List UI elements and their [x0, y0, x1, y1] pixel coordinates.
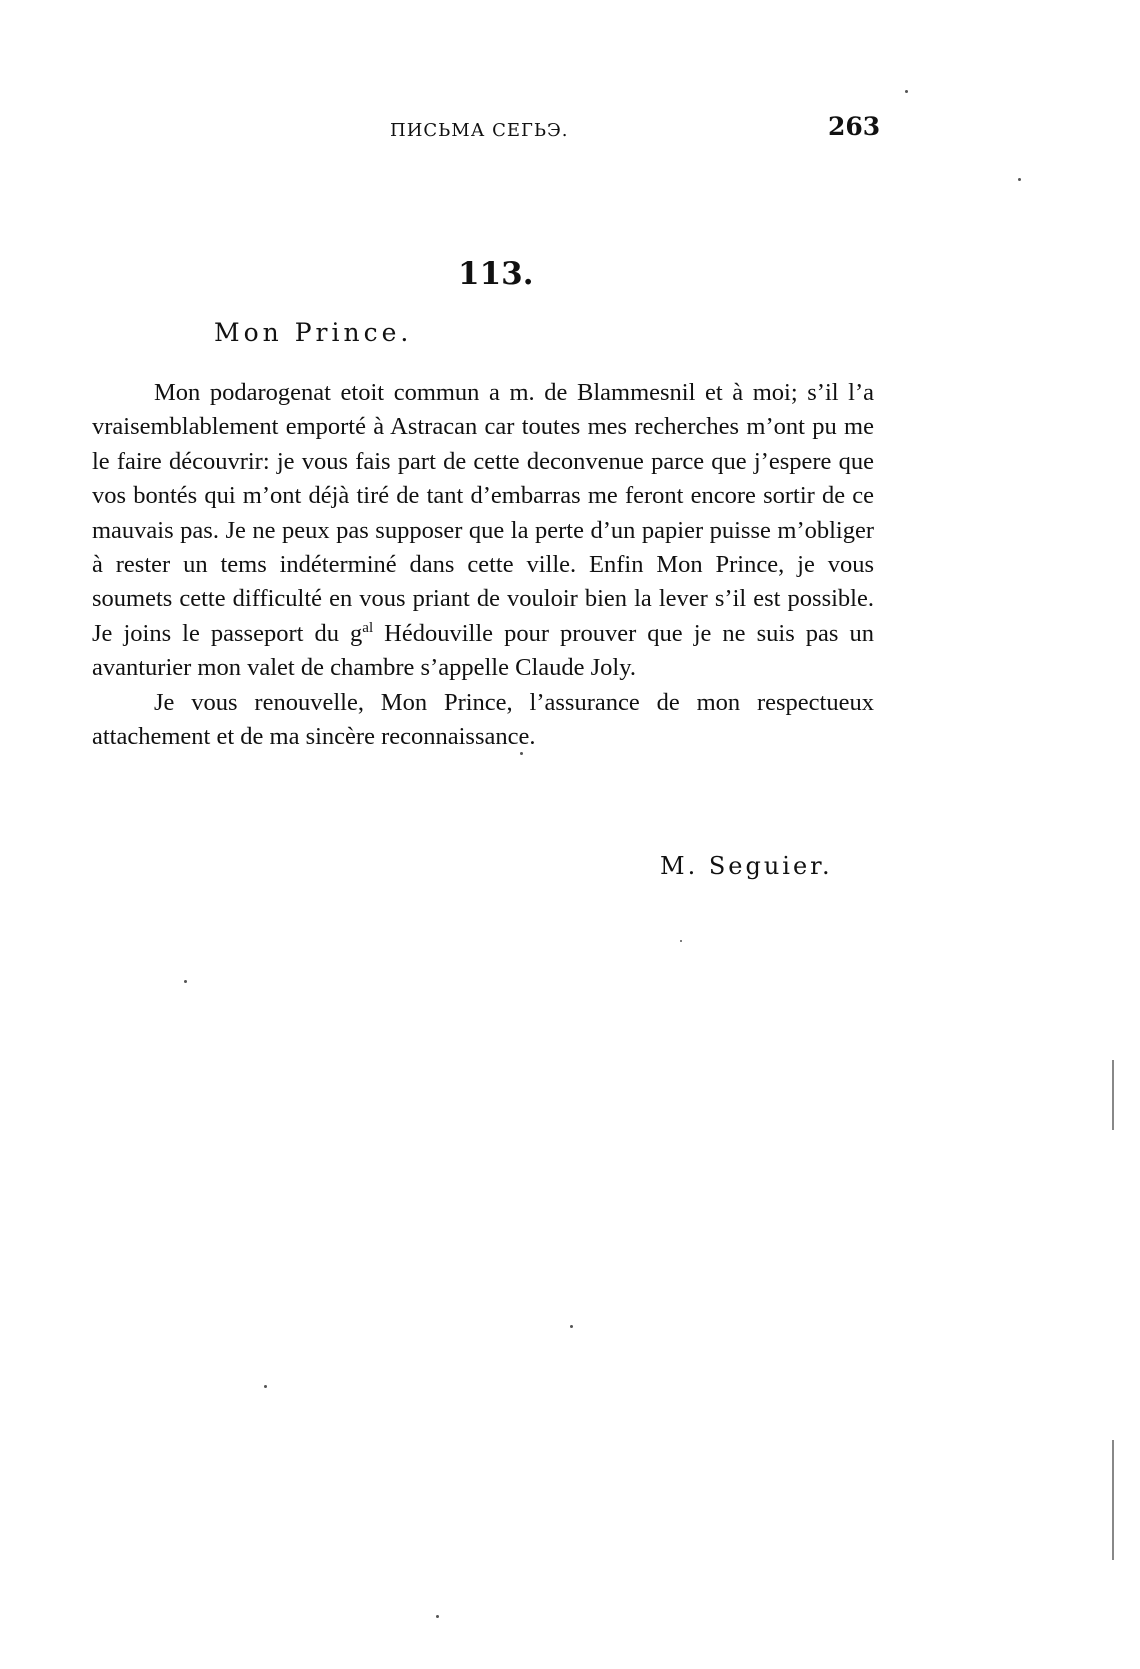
scan-speck: [520, 752, 523, 755]
scan-speck: [680, 940, 682, 942]
letter-body: [92, 376, 874, 754]
scan-speck: [905, 90, 908, 93]
letter-number: 113.: [458, 256, 534, 292]
paragraph-1-text-a: Mon podarogenat etoit commun a m. de Blammesnil et à moi; s’il l’a vraisemblablement emporté à Astracan car toutes mes recherches m’ont pu me le faire découvrir: je vous fais part de cette deconvenue parce que j’espere que vos bontés qui m’ont déjà tiré de tant d’embarras me feront encore sortir de ce mauvais pas. Je ne peux pas supposer que la perte d’un papier puisse m’obliger à rester un tems indéterminé dans cette ville. Enfin Mon Prince, je vous soumets cette difficulté en vous priant de vouloir bien la lever s’il est possible. Je joins le passeport du g: [92, 379, 874, 647]
scan-edge-mark: [1112, 1060, 1114, 1130]
paragraph-1: [92, 376, 874, 686]
scan-speck: [184, 980, 187, 983]
scan-speck: [436, 1615, 439, 1618]
page-number: 263: [828, 112, 881, 141]
running-head: ПИСЬМА СЕГЬЭ.: [390, 120, 569, 141]
scan-edge-mark: [1112, 1440, 1114, 1560]
scan-speck: [264, 1385, 267, 1388]
scan-speck: [570, 1325, 573, 1328]
signature: M. Seguier.: [660, 852, 833, 880]
scan-speck: [1018, 178, 1021, 181]
superscript-abbreviation: al: [362, 619, 374, 636]
paragraph-1-text-b: Hédouville pour prouver que je ne suis pas un avanturier mon valet de chambre s’appelle Claude Joly.: [92, 619, 874, 682]
paragraph-2: Je vous renouvelle, Mon Prince, l’assurance de mon respectueux attachement et de ma sincère reconnaissance.: [92, 688, 874, 751]
salutation: Mon Prince.: [214, 318, 413, 347]
